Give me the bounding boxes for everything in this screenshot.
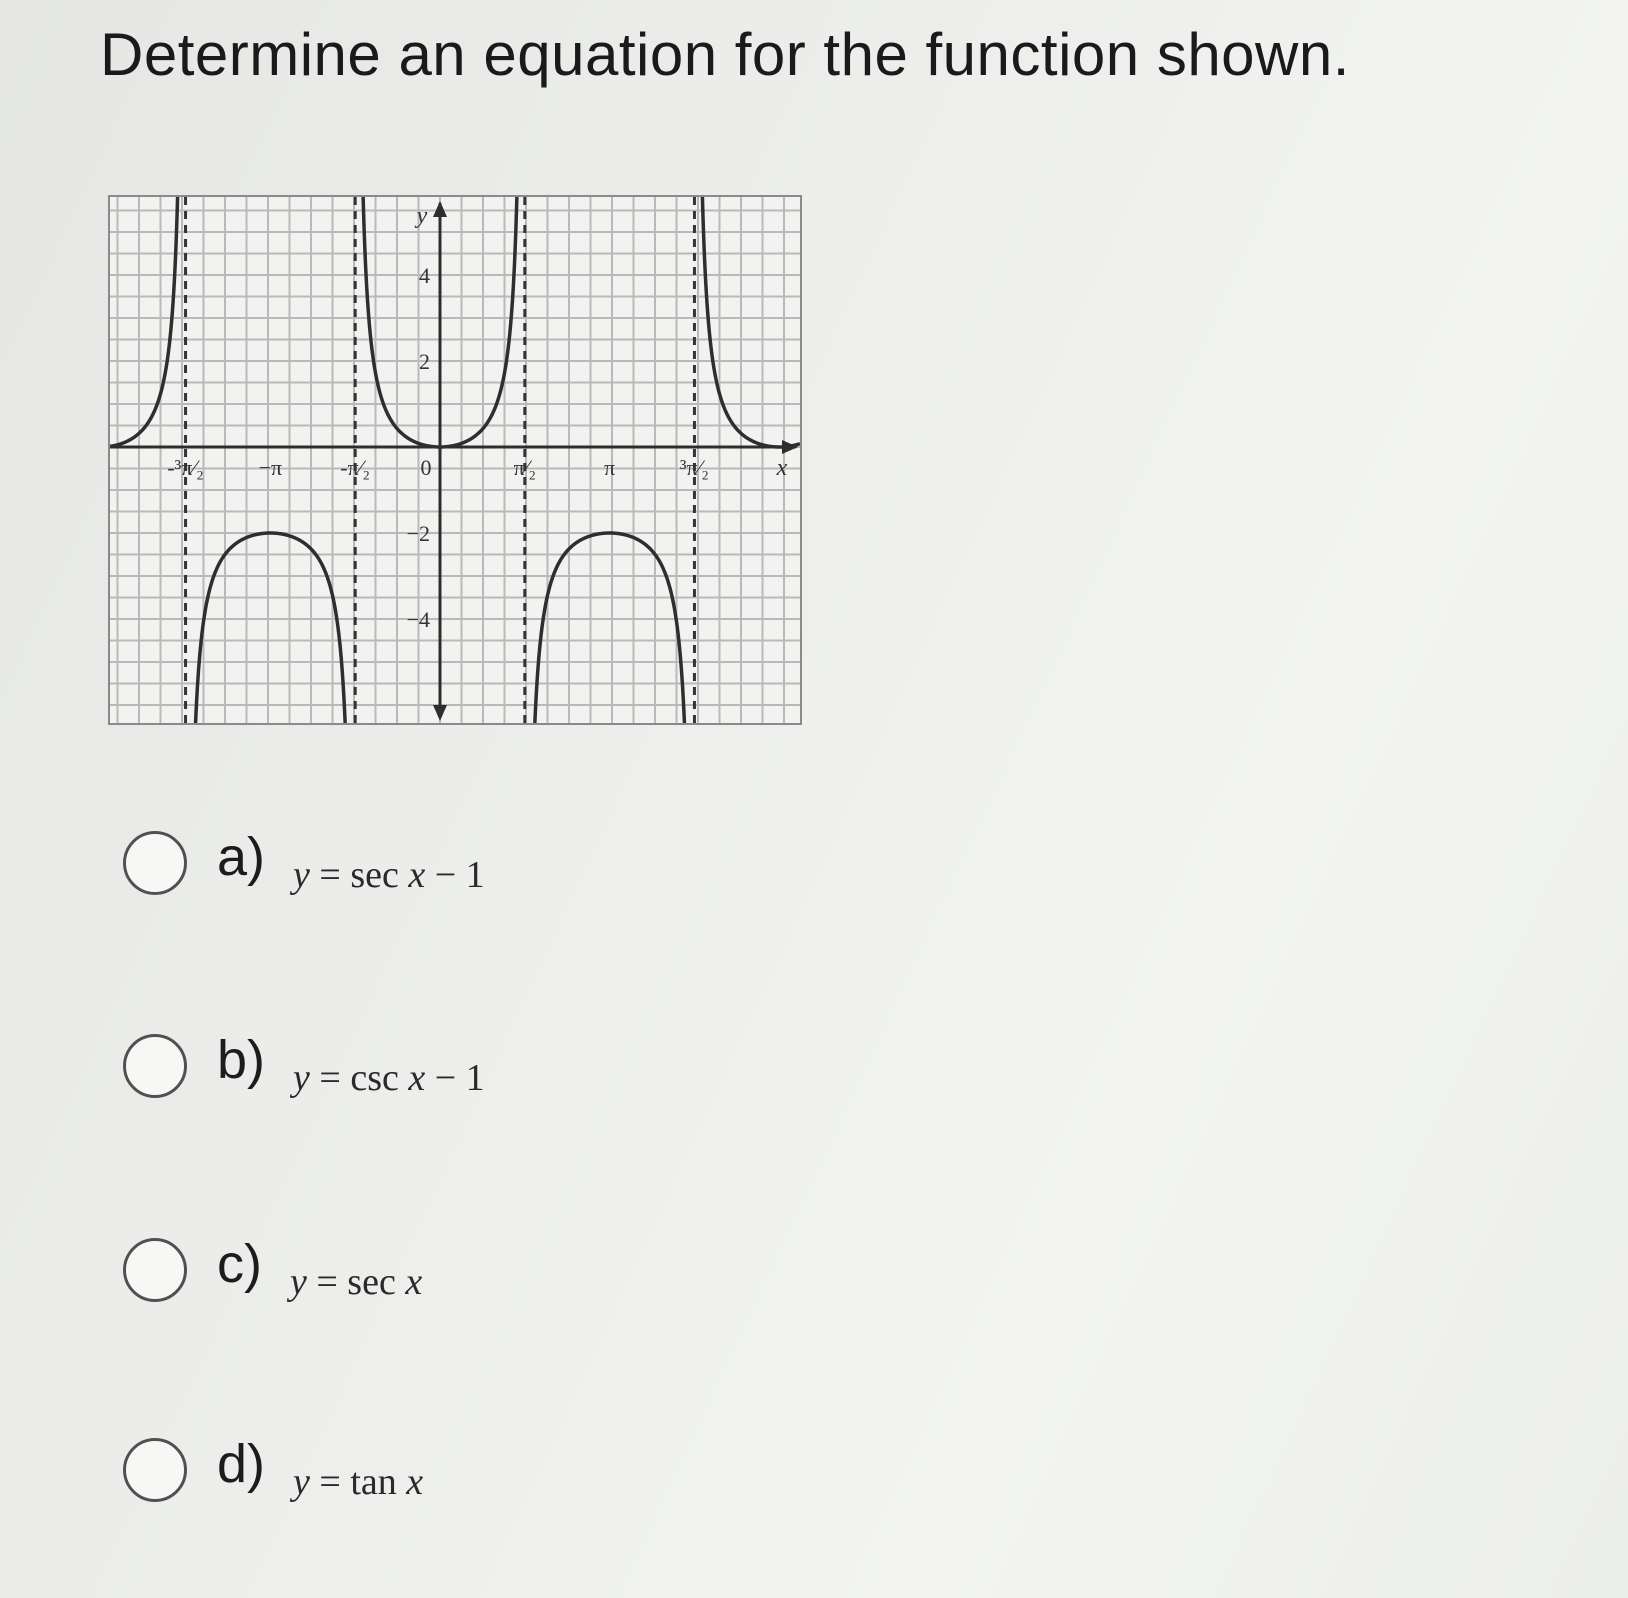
- curve-branch: [535, 533, 685, 723]
- y-tick-label: 2: [419, 349, 430, 374]
- radio-option-a[interactable]: [123, 831, 187, 895]
- x-tick-label: ³π⁄₂: [679, 455, 709, 480]
- y-axis-arrow-down: [433, 705, 447, 721]
- curve-branch: [110, 197, 178, 446]
- option-a-rest: − 1: [425, 854, 485, 896]
- option-b-rest: − 1: [425, 1057, 485, 1099]
- x-axis-label: x: [776, 455, 788, 481]
- option-a-lhs: y: [293, 854, 310, 896]
- y-tick-label: −4: [406, 607, 430, 632]
- option-c-var: x: [405, 1261, 423, 1303]
- x-tick-label: -π⁄₂: [340, 455, 371, 480]
- curve-branch: [195, 533, 345, 723]
- radio-option-c[interactable]: [123, 1238, 187, 1302]
- radio-option-b[interactable]: [123, 1034, 187, 1098]
- option-d-equation: [293, 1460, 423, 1504]
- y-tick-label: 4: [419, 263, 430, 288]
- option-c[interactable]: [123, 1230, 422, 1310]
- graph-canvas: [110, 197, 800, 723]
- option-a-eq: = sec: [309, 854, 409, 896]
- option-b-lhs: y: [293, 1057, 310, 1099]
- option-b-eq: = csc: [309, 1057, 409, 1099]
- curve-branch: [702, 197, 800, 447]
- x-tick-label: π⁄₂: [513, 455, 537, 480]
- option-d-lhs: y: [293, 1461, 310, 1503]
- option-d-var: x: [406, 1461, 424, 1503]
- option-a[interactable]: [123, 823, 485, 903]
- option-b-letter: b): [217, 1030, 266, 1090]
- question-title: Determine an equation for the function shown.: [100, 21, 1350, 88]
- option-c-lhs: y: [289, 1261, 307, 1303]
- x-tick-label: −π: [258, 455, 283, 480]
- option-b-equation: [293, 1056, 485, 1100]
- option-a-equation: [293, 853, 485, 897]
- x-tick-label: π: [604, 455, 616, 480]
- option-d-eq: = tan: [309, 1461, 407, 1503]
- option-c-eq: = sec: [306, 1261, 406, 1303]
- option-c-letter: c): [217, 1234, 262, 1294]
- y-axis-label: y: [416, 203, 428, 229]
- x-tick-label: 0: [420, 455, 432, 480]
- x-tick-label: -³π⁄₂: [167, 455, 204, 480]
- option-c-equation: [290, 1260, 422, 1304]
- y-axis-arrow-up: [433, 201, 447, 217]
- option-d[interactable]: [123, 1430, 423, 1510]
- option-a-var: x: [408, 854, 426, 896]
- option-d-letter: d): [217, 1434, 266, 1494]
- option-b[interactable]: [123, 1026, 485, 1106]
- function-graph: [108, 195, 802, 725]
- y-tick-label: −2: [406, 521, 430, 546]
- option-b-var: x: [408, 1057, 426, 1099]
- radio-option-d[interactable]: [123, 1438, 187, 1502]
- option-a-letter: a): [217, 827, 266, 887]
